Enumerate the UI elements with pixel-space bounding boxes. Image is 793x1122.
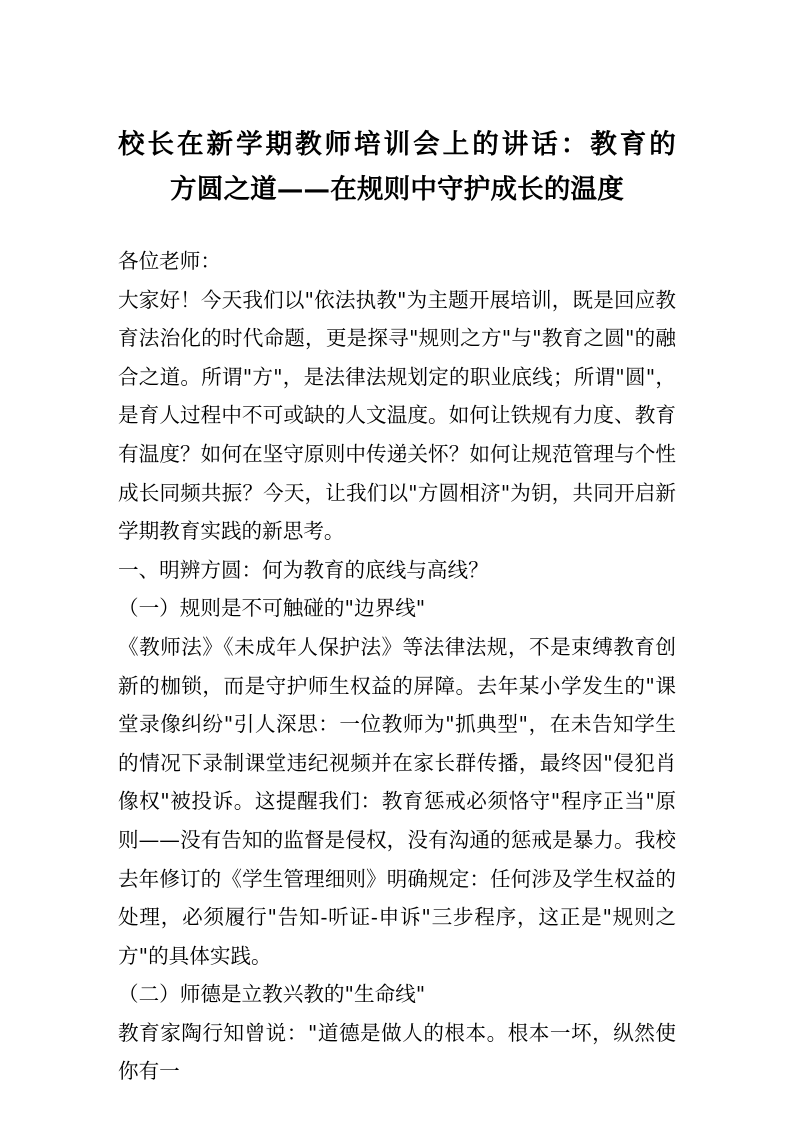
section-1-2-heading: （二）师德是立教兴教的"生命线" bbox=[118, 982, 426, 1007]
document-body bbox=[118, 242, 676, 1091]
section-1-1-body: 《教师法》《未成年人保护法》等法律法规，不是束缚教育创新的枷锁，而是守护师生权益的屏障。去年某小学发生的"课堂录像纠纷"引人深思：一位教师为"抓典型"，在未告知学生的情况下录制课堂违纪视频并在家长群传播，最终因"侵犯肖像权"被投诉。这提醒我们：教育惩戒必须恪守"程序正当"原则——没有告知的监督是侵权，没有沟通的惩戒是暴力。我校去年修订的《学生管理细则》明确规定：任何涉及学生权益的处理，必须履行"告知-听证-申诉"三步程序，这正是"规则之方"的具体实践。 bbox=[118, 634, 676, 968]
page-title-line-1: 校长在新学期教师培训会上的讲话：教育的 bbox=[118, 129, 676, 160]
page-content bbox=[118, 0, 676, 1091]
opening-paragraph: 大家好！今天我们以"依法执教"为主题开展培训，既是回应教育法治化的时代命题，更是探寻"规则之方"与"教育之圆"的融合之道。所谓"方"，是法律法规划定的职业底线；所谓"圆"，是育人过程中不可或缺的人文温度。如何让铁规有力度、教育有温度？如何在坚守原则中传递关怀？如何让规范管理与个性成长同频共振？今天，让我们以"方圆相济"为钥，共同开启新学期教育实践的新思考。 bbox=[118, 287, 676, 544]
page-title-line-2: 方圆之道——在规则中守护成长的温度 bbox=[170, 174, 624, 205]
salutation: 各位老师： bbox=[118, 249, 221, 273]
section-1-1-heading: （一）规则是不可触碰的"边界线" bbox=[118, 596, 426, 621]
section-1-2-body: 教育家陶行知曾说："道德是做人的根本。根本一坏，纵然使你有一 bbox=[118, 1020, 676, 1084]
page-title bbox=[118, 0, 676, 212]
section-1-heading: 一、明辨方圆：何为教育的底线与高线？ bbox=[118, 557, 489, 582]
